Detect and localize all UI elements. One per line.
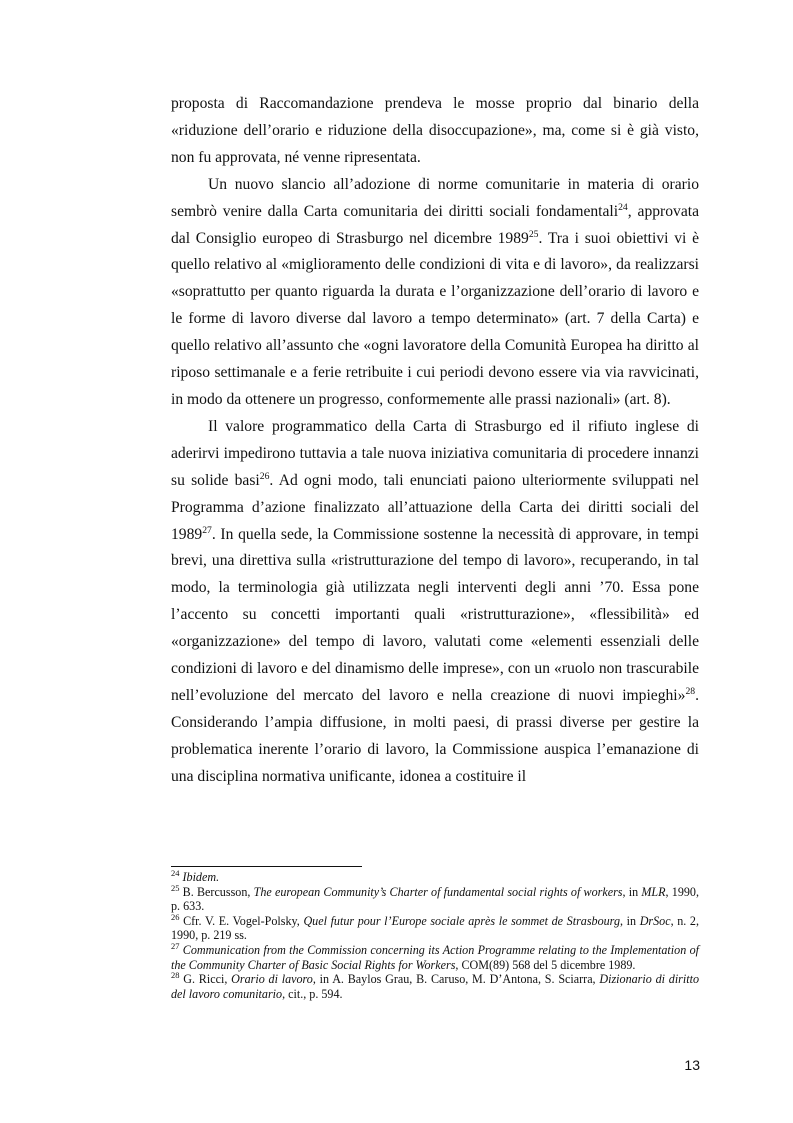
body-text: [171, 91, 699, 791]
footnote-ref-25: 25: [528, 228, 539, 240]
footnote-separator: [171, 866, 362, 867]
footnote-26: $^{26}$ Cfr. V. E. Vogel-Polsky, Quel futur pour l’Europe sociale après le sommet de Strasbourg, in DrSoc, n. 2, 1990, p. 219 ss.: [171, 911, 700, 943]
footnote-ref-24: 24: [618, 201, 628, 213]
footnote-27: $^{27}$ Communication from the Commission concerning its Action Programme relating to the Implementation of the Community Charter of Basic Social Rights for Workers, COM(89) 568 del 5 dicembre 1989.: [171, 940, 699, 972]
page-number: 13: [684, 1057, 700, 1073]
footnote-ref-26: 26: [259, 470, 270, 482]
footnotes: [171, 867, 700, 1001]
paragraph-1: proposta di Raccomandazione prendeva le mosse proprio dal binario della «riduzione dell’orario e riduzione della disoccupazione», ma, come si è già visto, non fu approvata, né venne ripresentata.: [171, 95, 699, 166]
footnote-25: $^{25}$ B. Bercusson, The european Community’s Charter of fundamental social rights of workers, in MLR, 1990, p. 633.: [171, 882, 699, 914]
footnote-ref-27: 27: [202, 524, 212, 536]
footnote-24: $^{24}$ Ibidem.: [171, 867, 220, 884]
paragraph-3: Il valore programmatico della Carta di Strasburgo ed il rifiuto inglese di aderirvi impedirono tuttavia a tale nuova iniziativa comunitaria di procedere innanzi su solide basi$^{26}$. Ad ogni modo, tali enunciati paiono ulteriormente sviluppati nel Programma d’azione finalizzato all’attuazione della Carta dei diritti sociali del 1989$^{27}$. In quella sede, la Commissione sostenne la necessità di approvare, in tempi brevi, una direttiva sulla «ristrutturazione del tempo di lavoro», recuperando, in tal modo, la terminologia già utilizzata negli interventi degli anni ’70. Essa pone l’accento su concetti importanti quali «ristrutturazione», «flessibilità» ed «organizzazione» del tempo di lavoro, valutati come «elementi essenziali delle condizioni di lavoro e del dinamismo delle imprese», con un «ruolo non trascurabile nell’evoluzione del mercato del lavoro e nella creazione di nuovi impieghi»$^{28}$. Considerando l’ampia diffusione, in molti paesi, di prassi diverse per gestire la problematica inerente l’orario di lavoro, la Commissione auspica l’emanazione di una disciplina normativa unificante, idonea a costituire il: [171, 417, 699, 785]
footnote-ref-28: 28: [685, 685, 696, 697]
footnote-28: $^{28}$ G. Ricci, Orario di lavoro, in A. Baylos Grau, B. Caruso, M. D’Antona, S. Sciarra, Dizionario di diritto del lavoro comunitario, cit., p. 594.: [171, 970, 700, 1001]
paragraph-2: Un nuovo slancio all’adozione di norme comunitarie in materia di orario sembrò venire dalla Carta comunitaria dei diritti sociali fondamentali$^{24}$, approvata dal Consiglio europeo di Strasburgo nel dicembre 1989$^{25}$. Tra i suoi obiettivi vi è quello relativo al «miglioramento delle condizioni di vita e di lavoro», da realizzarsi «soprattutto per quanto riguarda la durata e l’organizzazione dell’orario di lavoro e le forme di lavoro diverse dal lavoro a tempo determinato» (art. 7 della Carta) e quello relativo all’assunto che «ogni lavoratore della Comunità Europea ha diritto al riposo settimanale e a ferie retribuite i cui periodi devono essere via via ravvicinati, in modo da ottenere un progresso, conformemente alle prassi nazionali» (art. 8).: [171, 175, 699, 408]
